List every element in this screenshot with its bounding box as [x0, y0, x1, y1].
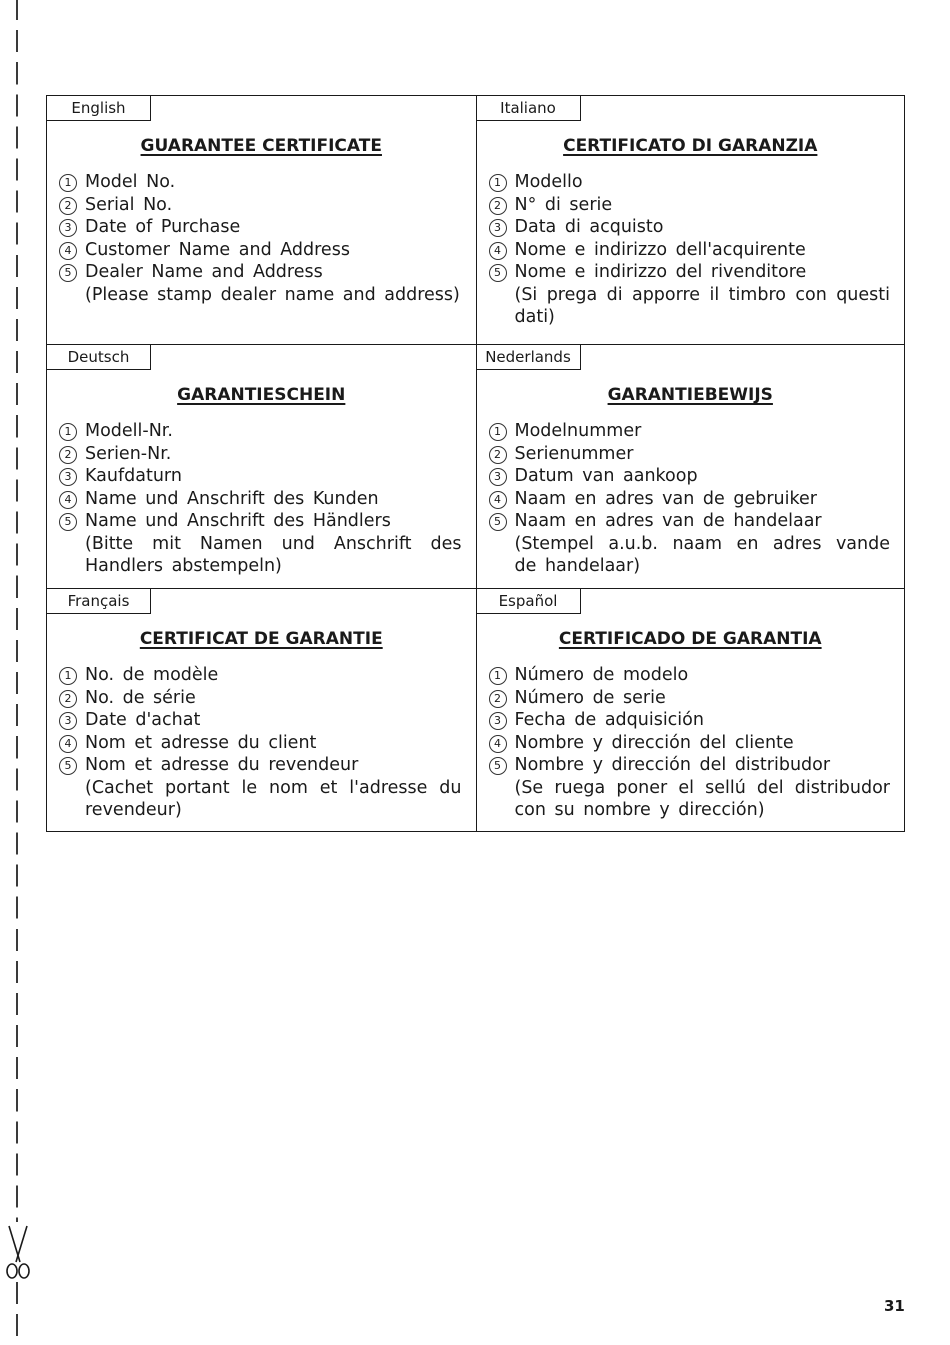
- circled-number: 1: [59, 174, 77, 192]
- list-item: 1 Model No.: [59, 171, 462, 194]
- scissors-icon: [3, 1222, 33, 1282]
- section-espanol: [476, 588, 905, 831]
- circled-number: 1: [59, 423, 77, 441]
- circled-number: 1: [489, 667, 507, 685]
- field-list: [489, 664, 891, 822]
- section-english: [47, 96, 476, 344]
- language-label: Nederlands: [477, 345, 581, 370]
- circled-number: 3: [59, 219, 77, 237]
- list-item: 1 Modello: [489, 171, 891, 194]
- list-item: 4 Name und Anschrift des Kunden: [59, 488, 462, 511]
- certificate-title: CERTIFICAT DE GARANTIE: [139, 629, 383, 649]
- circled-number: 3: [59, 468, 77, 486]
- list-item: 5 Dealer Name and Address: [59, 261, 462, 284]
- stamp-note: (Se ruega poner el sellú del distribudor con su nombre y dirección): [514, 777, 890, 820]
- list-item: 4 Nombre y dirección del cliente: [489, 732, 891, 755]
- circled-number: 5: [489, 513, 507, 531]
- language-label: English: [47, 96, 151, 121]
- circled-number: 1: [489, 174, 507, 192]
- list-item: 2 Serien-Nr.: [59, 443, 462, 466]
- circled-number: 2: [489, 446, 507, 464]
- list-item: 5 Nome e indirizzo del rivenditore: [489, 261, 891, 284]
- list-item: 3 Date d'achat: [59, 709, 462, 732]
- list-item: 3 Data di acquisto: [489, 216, 891, 239]
- list-item: 3 Date of Purchase: [59, 216, 462, 239]
- list-item: 1 Modell-Nr.: [59, 420, 462, 443]
- circled-number: 4: [489, 491, 507, 509]
- circled-number: 3: [489, 468, 507, 486]
- page-number: 31: [884, 1297, 905, 1315]
- list-item: 3 Datum van aankoop: [489, 465, 891, 488]
- circled-number: 2: [59, 446, 77, 464]
- list-item: 3 Kaufdaturn: [59, 465, 462, 488]
- circled-number: 1: [59, 667, 77, 685]
- circled-number: 5: [489, 757, 507, 775]
- list-item: 4 Nome e indirizzo dell'acquirente: [489, 239, 891, 262]
- stamp-note: (Bitte mit Namen und Anschrift des Handlers abstempeln): [85, 533, 462, 576]
- circled-number: 3: [489, 712, 507, 730]
- circled-number: 4: [59, 735, 77, 753]
- section-francais: [47, 588, 476, 831]
- stamp-note: (Si prega di apporre il timbro con questi dati): [514, 284, 890, 327]
- section-nederlands: [476, 344, 905, 588]
- certificate-title: GARANTIEBEWIJS: [607, 385, 773, 405]
- circled-number: 4: [59, 491, 77, 509]
- circled-number: 5: [59, 757, 77, 775]
- circled-number: 1: [489, 423, 507, 441]
- list-item: 2 N° di serie: [489, 194, 891, 217]
- circled-number: 5: [59, 264, 77, 282]
- circled-number: 3: [489, 219, 507, 237]
- field-list: [489, 171, 891, 329]
- list-item: 1 Modelnummer: [489, 420, 891, 443]
- section-deutsch: [47, 344, 476, 588]
- list-item: 5 Name und Anschrift des Händlers: [59, 510, 462, 533]
- stamp-note: (Stempel a.u.b. naam en adres vande de handelaar): [514, 533, 890, 576]
- language-label: Deutsch: [47, 345, 151, 370]
- field-list: [59, 171, 462, 306]
- circled-number: 4: [489, 735, 507, 753]
- stamp-note: (Please stamp dealer name and address): [85, 284, 460, 305]
- stamp-note: (Cachet portant le nom et l'adresse du revendeur): [85, 777, 462, 820]
- circled-number: 5: [489, 264, 507, 282]
- list-item: 5 Naam en adres van de handelaar: [489, 510, 891, 533]
- list-item: 2 Serial No.: [59, 194, 462, 217]
- list-item: 1 No. de modèle: [59, 664, 462, 687]
- certificate-title: CERTIFICATO DI GARANZIA: [563, 136, 818, 156]
- language-label: Italiano: [477, 96, 581, 121]
- certificate-grid: [46, 95, 905, 832]
- language-label: Français: [47, 589, 151, 614]
- circled-number: 4: [489, 242, 507, 260]
- field-list: [489, 420, 891, 578]
- list-item: 2 No. de série: [59, 687, 462, 710]
- list-item: 2 Serienummer: [489, 443, 891, 466]
- circled-number: 5: [59, 513, 77, 531]
- circled-number: 4: [59, 242, 77, 260]
- circled-number: 3: [59, 712, 77, 730]
- certificate-title: GARANTIESCHEIN: [177, 385, 346, 405]
- section-italiano: [476, 96, 905, 344]
- field-list: [59, 420, 462, 578]
- list-item: 4 Customer Name and Address: [59, 239, 462, 262]
- language-label: Español: [477, 589, 581, 614]
- list-item: 3 Fecha de adquisición: [489, 709, 891, 732]
- certificate-title: CERTIFICADO DE GARANTIA: [558, 629, 822, 649]
- list-item: 5 Nombre y dirección del distribudor: [489, 754, 891, 777]
- list-item: 4 Naam en adres van de gebruiker: [489, 488, 891, 511]
- list-item: 2 Número de serie: [489, 687, 891, 710]
- circled-number: 2: [489, 690, 507, 708]
- list-item: 4 Nom et adresse du client: [59, 732, 462, 755]
- field-list: [59, 664, 462, 822]
- circled-number: 2: [59, 690, 77, 708]
- certificate-title: GUARANTEE CERTIFICATE: [140, 136, 382, 156]
- cut-line: [16, 0, 18, 1345]
- list-item: 1 Número de modelo: [489, 664, 891, 687]
- list-item: 5 Nom et adresse du revendeur: [59, 754, 462, 777]
- circled-number: 2: [59, 197, 77, 215]
- circled-number: 2: [489, 197, 507, 215]
